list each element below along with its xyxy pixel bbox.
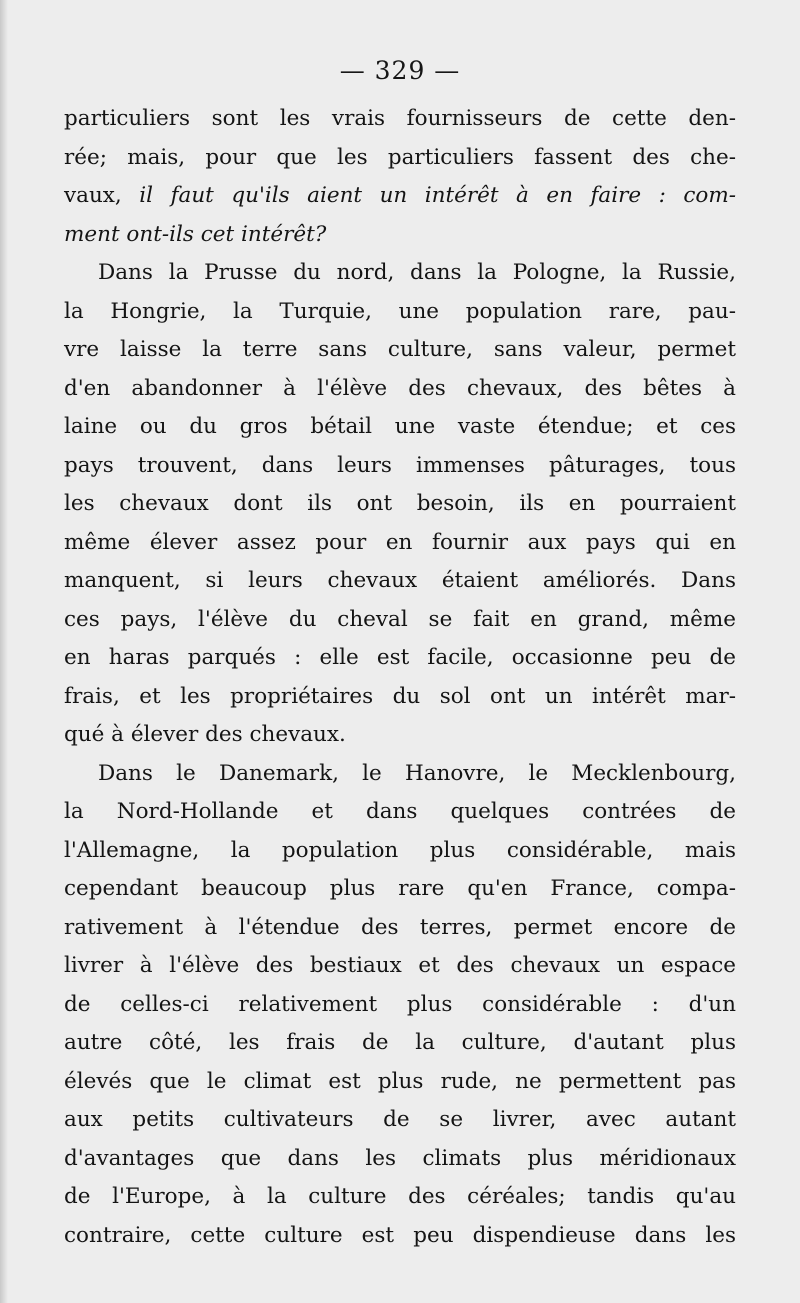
text-segment: laine ou du gros bétail une vaste étendue; et ces	[64, 414, 736, 439]
text-line	[64, 524, 736, 563]
text-line	[64, 716, 736, 755]
text-segment: la Nord-Hollande et dans quelques contrées de	[64, 799, 736, 824]
text-segment: Dans le Danemark, le Hanovre, le Mecklenbourg,	[98, 760, 736, 786]
text-segment: vaux,	[64, 183, 140, 208]
text-line	[64, 331, 736, 370]
text-line	[64, 485, 736, 524]
text-segment: rée; mais, pour que les particuliers fassent des che-	[64, 144, 736, 170]
text-segment: frais, et les propriétaires du sol ont un intérêt mar-	[64, 683, 736, 709]
text-line	[64, 832, 736, 871]
text-segment: vre laisse la terre sans culture, sans valeur, permet	[64, 337, 736, 362]
text-segment: d'avantages que dans les climats plus méridionaux	[64, 1145, 736, 1171]
text-line	[64, 447, 736, 486]
text-line	[64, 639, 736, 678]
text-segment: ces pays, l'élève du cheval se fait en grand, même	[64, 606, 736, 632]
text-line	[64, 562, 736, 601]
page-edge-shadow	[0, 0, 8, 1303]
text-segment: les chevaux dont ils ont besoin, ils en pourraient	[64, 491, 736, 516]
text-line	[64, 254, 736, 293]
text-line	[64, 293, 736, 332]
text-line	[64, 1063, 736, 1102]
text-line	[64, 139, 736, 178]
text-segment: de l'Europe, à la culture des céréales; tandis qu'au	[64, 1184, 736, 1209]
italic-text: il faut qu'ils aient un intérêt à en faire : com-	[139, 183, 736, 208]
text-segment: qué à élever des chevaux.	[64, 722, 346, 747]
text-segment: particuliers sont les vrais fournisseurs de cette den-	[64, 106, 736, 131]
text-segment: de celles-ci relativement plus considérable : d'un	[64, 991, 736, 1017]
text-line	[64, 216, 736, 255]
text-line	[64, 1217, 736, 1256]
text-line	[64, 1178, 736, 1217]
text-segment: même élever assez pour en fournir aux pays qui en	[64, 529, 736, 555]
text-segment: pays trouvent, dans leurs immenses pâturages, tous	[64, 452, 736, 478]
text-line	[64, 1140, 736, 1179]
text-line	[64, 1101, 736, 1140]
text-segment: autre côté, les frais de la culture, d'autant plus	[64, 1030, 736, 1055]
text-line	[64, 793, 736, 832]
text-line	[64, 601, 736, 640]
text-segment: livrer à l'élève des bestiaux et des chevaux un espace	[64, 953, 736, 978]
text-line	[64, 678, 736, 717]
text-line	[64, 408, 736, 447]
text-segment: élevés que le climat est plus rude, ne permettent pas	[64, 1068, 736, 1094]
text-line	[64, 870, 736, 909]
text-line	[64, 755, 736, 794]
text-line	[64, 370, 736, 409]
text-segment: contraire, cette culture est peu dispendieuse dans les	[64, 1222, 736, 1248]
text-segment: en haras parqués : elle est facile, occasionne peu de	[64, 645, 736, 670]
body-text	[64, 100, 736, 1255]
text-line	[64, 909, 736, 948]
text-segment: la Hongrie, la Turquie, une population rare, pau-	[64, 298, 736, 324]
text-segment: l'Allemagne, la population plus considérable, mais	[64, 837, 736, 863]
text-line	[64, 100, 736, 139]
text-line	[64, 1024, 736, 1063]
page-number: — 329 —	[339, 56, 461, 85]
text-segment: d'en abandonner à l'élève des chevaux, des bêtes à	[64, 375, 736, 401]
text-segment: cependant beaucoup plus rare qu'en France, compa-	[64, 876, 736, 901]
text-segment: Dans la Prusse du nord, dans la Pologne, la Russie,	[98, 260, 736, 285]
text-segment: manquent, si leurs chevaux étaient améliorés. Dans	[64, 568, 736, 593]
text-line	[64, 986, 736, 1025]
text-segment: rativement à l'étendue des terres, permet encore de	[64, 914, 736, 940]
italic-text: ment ont-ils cet intérêt?	[64, 221, 327, 247]
text-line	[64, 177, 736, 216]
text-segment: aux petits cultivateurs de se livrer, avec autant	[64, 1107, 736, 1132]
text-line	[64, 947, 736, 986]
